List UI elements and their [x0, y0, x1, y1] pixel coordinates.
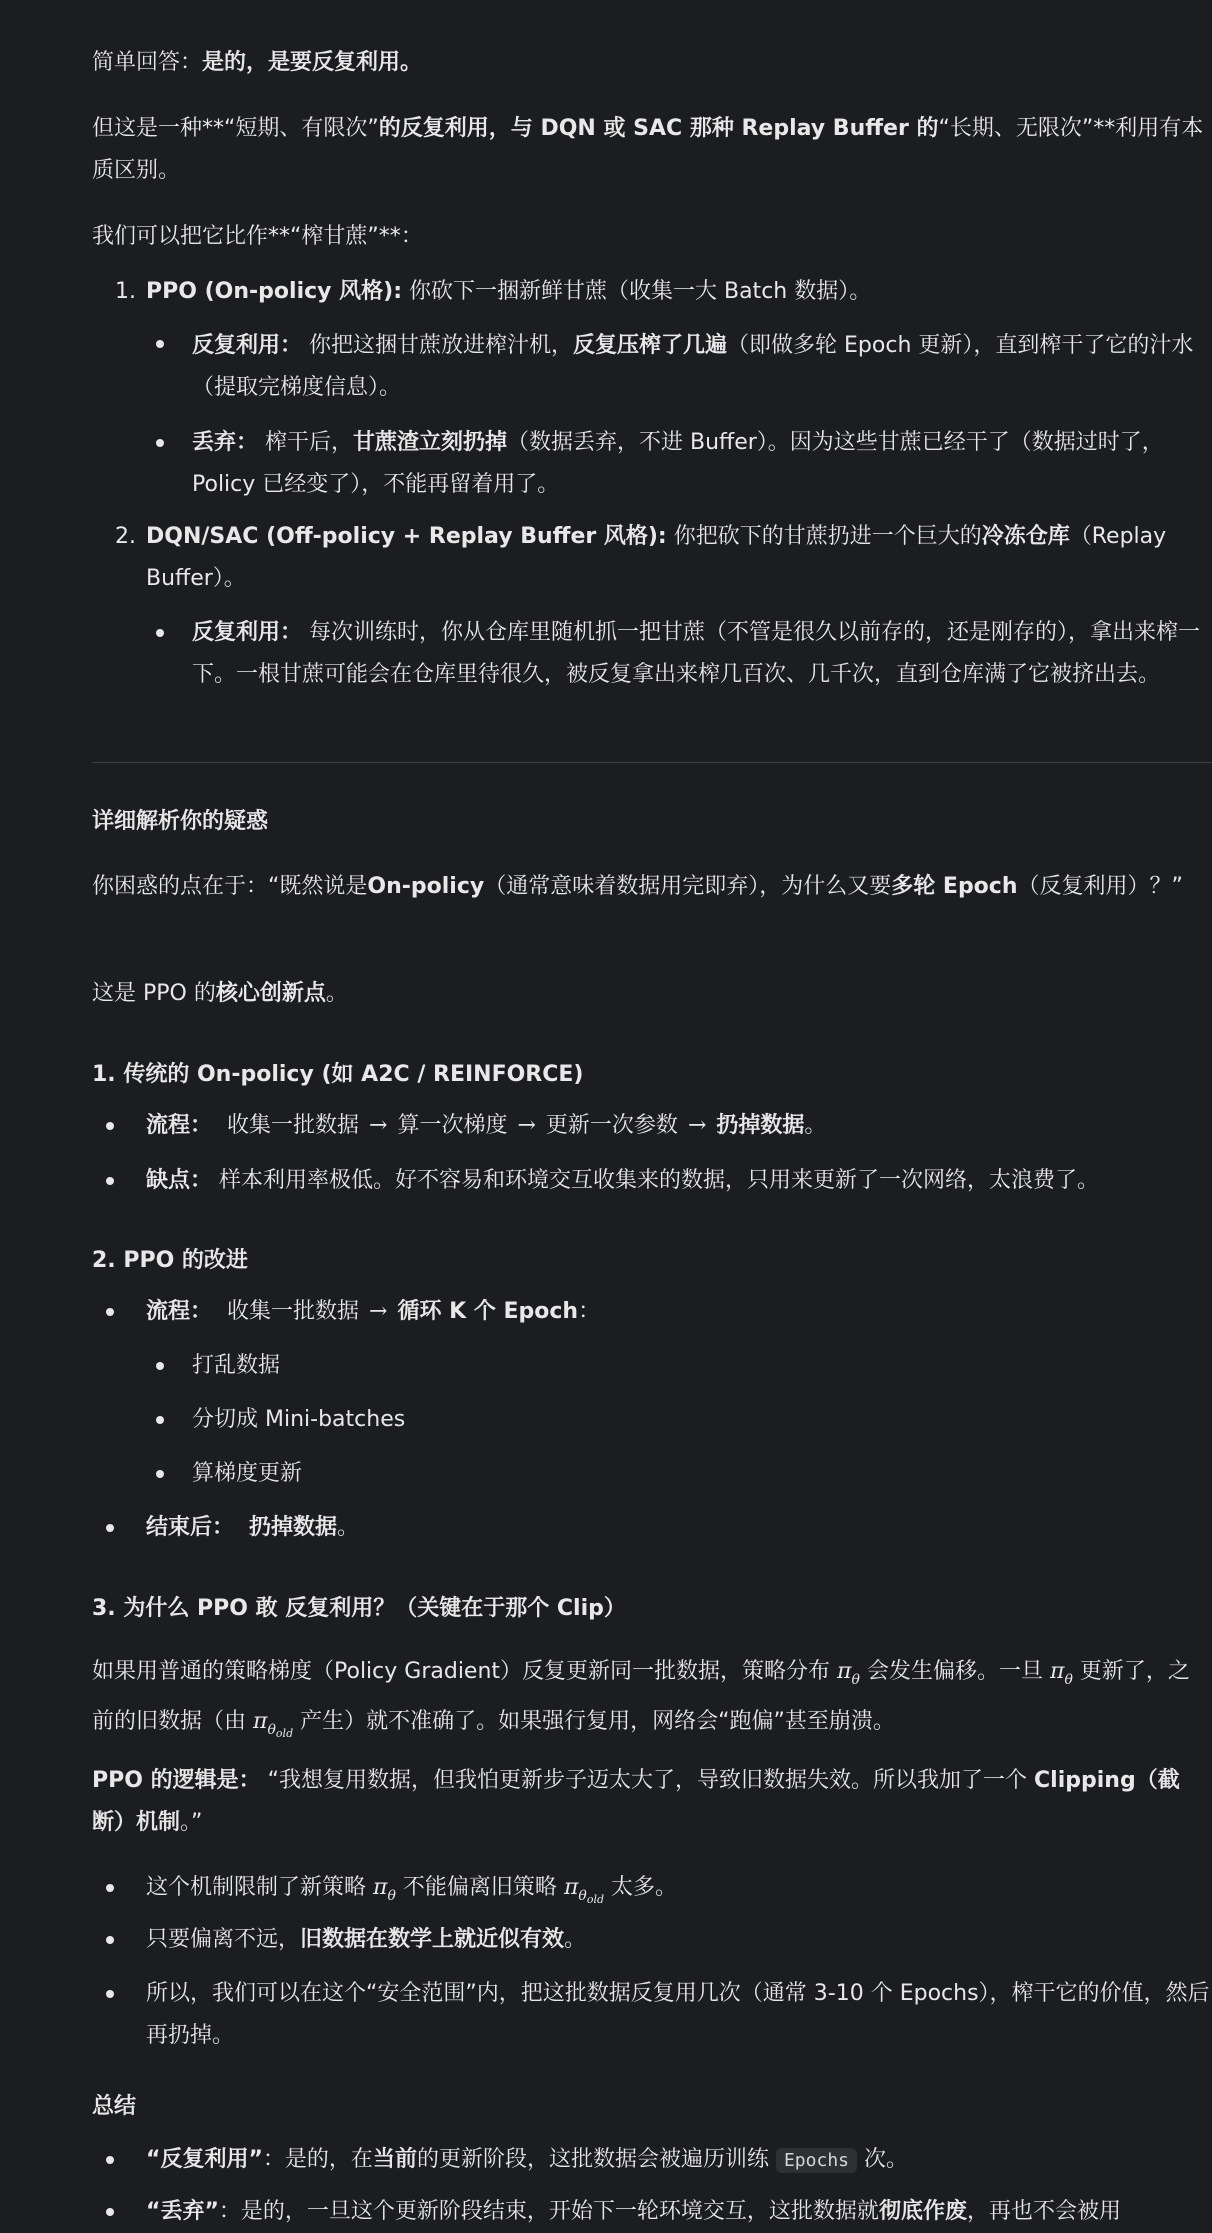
ppo-reuse-item [192, 325, 1212, 409]
pi-theta-symbol [373, 1875, 396, 1904]
sec3-text-b: 会发生偏移。一旦 [866, 1659, 1043, 1684]
confusion-bold-1: On-policy [367, 874, 485, 899]
theta-old-subscript [267, 1722, 293, 1738]
bullet-dot [106, 1936, 114, 1944]
reuse-text-a: 你把这捆甘蔗放进榨汁机， [302, 333, 574, 358]
analogy-item-dqn [146, 516, 1212, 600]
sec2-sub-item: 算梯度更新 [192, 1461, 303, 1486]
confusion-bold-2: 多轮 Epoch [891, 874, 1018, 899]
logic-label: PPO 的逻辑是： [92, 1768, 261, 1793]
reuse-label: 反复利用： [192, 333, 303, 358]
list-number-1: 1. [115, 279, 136, 304]
theta-old-subscript [578, 1888, 604, 1904]
summary-b1-bold: 当前 [372, 2147, 417, 2172]
flow-step: 收集一批数据 [227, 1113, 360, 1138]
discard-label: 丢弃： [192, 430, 259, 455]
section-heading-2: 2. PPO 的改进 [92, 1248, 248, 1273]
pi-theta-symbol [1049, 1659, 1073, 1688]
section-heading-3: 3. 为什么 PPO 敢 反复利用？（关键在于那个 Clip） [92, 1596, 626, 1621]
bullet-dot [106, 1122, 114, 1130]
short-answer-bold: 是的，是要反复利用。 [202, 50, 423, 75]
sec2-flow-item [146, 1291, 1212, 1333]
bullet-dot [156, 1362, 164, 1370]
theta-subscript: θ [851, 1672, 860, 1688]
logic-bold: Clipping（截断）机制 [92, 1768, 1180, 1835]
cons-label: 缺点： [146, 1168, 213, 1193]
sec2-sub-item: 分切成 Mini-batches [192, 1407, 406, 1432]
divider [92, 762, 1212, 763]
confusion-text-c: （反复利用）？” [1017, 874, 1183, 899]
ppo-discard-item [192, 422, 1212, 506]
dqn-bold: 冷冻仓库 [981, 524, 1070, 549]
arrow-icon: → [517, 1113, 536, 1138]
pi-symbol: π [837, 1659, 852, 1684]
sec3-text-d: 产生）就不准确了。如果强行复用，网络会“跑偏”甚至崩溃。 [300, 1709, 895, 1734]
cons-text: 样本利用率极低。好不容易和环境交互收集来的数据，只用来更新了一次网络，太浪费了。 [212, 1168, 1100, 1193]
sec3-text-c: 更新了，之前的旧数据（由 [92, 1659, 1190, 1734]
flow-end-punct: 。 [804, 1113, 827, 1138]
flow-end: 扔掉数据 [716, 1113, 805, 1138]
summary-b2-text-a: ：是的，一旦这个更新阶段结束，开始下一轮环境交互，这批数据就 [218, 2199, 879, 2224]
pi-theta-old-symbol [563, 1875, 605, 1906]
bullet-dot [106, 1524, 114, 1532]
sec3-bullet-1 [146, 1867, 1212, 1921]
sec2-end-item [146, 1507, 1212, 1549]
bullet-dot [106, 1990, 114, 1998]
section-heading-detail: 详细解析你的疑惑 [92, 809, 269, 834]
b1-text-b: 不能偏离旧策略 [402, 1875, 557, 1900]
bullet-dot [156, 1470, 164, 1478]
end-punct: 。 [337, 1515, 360, 1540]
discard-text-a: 榨干后， [258, 430, 354, 455]
logic-text-b: 。” [180, 1810, 203, 1835]
bullet-dot [156, 1416, 164, 1424]
bullet-dot [106, 1308, 114, 1316]
ppo-logic-paragraph [92, 1760, 1210, 1844]
reuse-bold: 反复压榨了几遍 [573, 333, 728, 358]
bullet-dot [156, 629, 164, 637]
end-label: 结束后： [146, 1515, 235, 1540]
sec3-bullet-2 [146, 1919, 1212, 1961]
arrow-icon: → [369, 1299, 388, 1324]
dqn-reuse-label: 反复利用： [192, 620, 303, 645]
dqn-label: DQN/SAC (Off-policy + Replay Buffer 风格): [146, 524, 667, 549]
intro-text-a: 但这是一种**“短期、有限次” [92, 116, 379, 141]
bullet-dot [106, 1884, 114, 1892]
flow-step: 收集一批数据 [227, 1299, 360, 1324]
theta-subscript: θ [578, 1888, 587, 1904]
ppo-text: 你砍下一捆新鲜甘蔗（收集一大 Batch 数据）。 [402, 279, 872, 304]
b1-text-a: 这个机制限制了新策略 [146, 1875, 367, 1900]
confusion-text-a: 你困惑的点在于：“既然说是 [92, 874, 368, 899]
sec1-flow-item [146, 1105, 1212, 1147]
list-number-2: 2. [115, 524, 136, 549]
logic-text-a: “我想复用数据，但我怕更新步子迈太大了，导致旧数据失效。所以我加了一个 [260, 1768, 1035, 1793]
flow-loop: 循环 K 个 Epoch [397, 1299, 579, 1324]
section-heading-1: 1. 传统的 On-policy (如 A2C / REINFORCE) [92, 1062, 584, 1087]
discard-bold: 甘蔗渣立刻扔掉 [353, 430, 508, 455]
b2-text-a: 只要偏离不远， [146, 1927, 301, 1952]
end-bold: 扔掉数据 [249, 1515, 338, 1540]
dqn-reuse-item [192, 612, 1212, 696]
summary-b2-text-b: ，再也不会被用 [966, 2199, 1121, 2224]
flow-step: 算一次梯度 [397, 1113, 508, 1138]
summary-b1-text-c: 次。 [864, 2147, 909, 2172]
pi-theta-symbol [837, 1659, 860, 1688]
bullet-dot [106, 2208, 114, 2216]
summary-b2-bold: 彻底作废 [878, 2199, 967, 2224]
summary-bullet-1 [146, 2139, 1212, 2182]
core-text-b: 。 [325, 981, 348, 1006]
pi-symbol: π [373, 1875, 388, 1900]
flow-label: 流程： [146, 1113, 213, 1138]
pi-symbol: π [563, 1875, 579, 1900]
summary-reuse-label: “反复利用” [146, 2147, 263, 2172]
confusion-text-b: （通常意味着数据用完即弃），为什么又要 [484, 874, 892, 899]
bullet-dot [106, 1177, 114, 1185]
pi-symbol: π [1049, 1659, 1065, 1684]
bullet-dot [156, 340, 164, 348]
core-text-a: 这是 PPO 的 [92, 981, 216, 1006]
summary-discard-label: “丢弃” [146, 2199, 219, 2224]
sec1-cons-item [146, 1160, 1212, 1202]
b2-bold: 旧数据在数学上就近似有效 [300, 1927, 565, 1952]
section-heading-summary: 总结 [92, 2094, 137, 2119]
old-subscript: old [586, 1893, 605, 1906]
flow-step: 更新一次参数 [545, 1113, 678, 1138]
old-subscript: old [275, 1727, 294, 1740]
flow-label: 流程： [146, 1299, 213, 1324]
sec3-bullet-3: 所以，我们可以在这个“安全范围”内，把这批数据反复用几次（通常 3-10 个 Epochs），榨干它的价值，然后再扔掉。 [146, 1981, 1210, 2048]
short-answer-prefix: 简单回答： [92, 50, 203, 75]
core-innovation [92, 973, 1210, 1015]
reuse-text-b: （即做多轮 Epoch 更新），直到榨干了它的汁水（提取完梯度信息）。 [192, 333, 1194, 400]
summary-bullet-2 [146, 2191, 1212, 2233]
dqn-text: 你把砍下的甘蔗扔进一个巨大的 [666, 524, 982, 549]
intro-text-bold: 的反复利用，与 DQN 或 SAC 那种 Replay Buffer 的 [378, 116, 939, 141]
theta-subscript: θ [387, 1888, 396, 1904]
analogy-item-ppo [146, 271, 1212, 313]
bullet-dot [106, 2156, 114, 2164]
intro-paragraph [92, 108, 1210, 192]
inline-code: Epochs [776, 2148, 857, 2173]
summary-b1-text-a: ：是的，在 [262, 2147, 373, 2172]
flow-colon: ： [578, 1299, 601, 1324]
analogy-intro: 我们可以把它比作**“榨甘蔗”**： [92, 224, 423, 249]
dqn-text2: （Replay Buffer）。 [146, 524, 1167, 591]
intro-text-c: “长期、无限次”**利用有本质区别。 [92, 116, 1204, 183]
pi-symbol: π [253, 1709, 268, 1734]
b2-text-b: 。 [564, 1927, 587, 1952]
dqn-reuse-text: 每次训练时，你从仓库里随机抓一把甘蔗（不管是很久以前存的，还是刚存的），拿出来榨一下。一根甘蔗可能会在仓库里待很久，被反复拿出来榨几百次、几千次，直到仓库满了它被挤出去。 [192, 620, 1201, 687]
theta-subscript: θ [1064, 1672, 1073, 1688]
confusion-paragraph [92, 866, 1210, 908]
core-bold: 核心创新点 [215, 981, 326, 1006]
short-answer [92, 42, 1210, 84]
sec3-text-a: 如果用普通的策略梯度（Policy Gradient）反复更新同一批数据，策略分布 [92, 1659, 831, 1684]
bullet-dot [156, 439, 164, 447]
arrow-icon: → [687, 1113, 707, 1138]
sec2-sub-item: 打乱数据 [192, 1353, 281, 1378]
pi-theta-old-symbol [253, 1709, 294, 1740]
arrow-icon: → [369, 1113, 388, 1138]
theta-subscript: θ [267, 1722, 276, 1738]
discard-text-b: （数据丢弃，不进 Buffer）。因为这些甘蔗已经干了（数据过时了，Policy 已经变了），不能再留着用了。 [192, 430, 1164, 497]
summary-b1-text-b: 的更新阶段，这批数据会被遍历训练 [416, 2147, 769, 2172]
ppo-label: PPO (On-policy 风格): [146, 279, 402, 304]
sec3-paragraph [92, 1651, 1210, 1755]
b1-text-c: 太多。 [611, 1875, 678, 1900]
